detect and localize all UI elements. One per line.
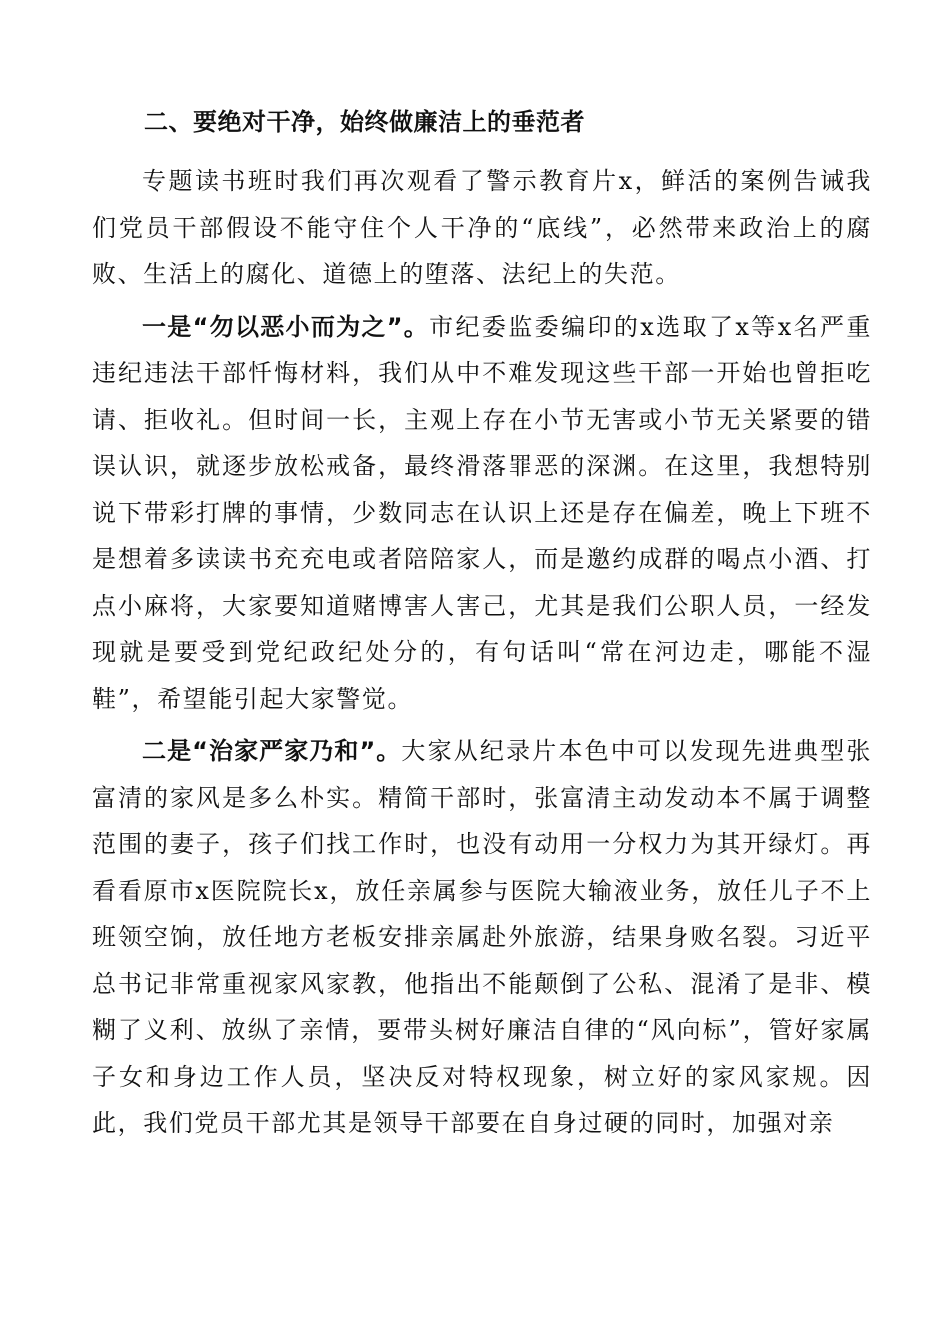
point-two-paragraph	[92, 728, 872, 1147]
point-one-lead: 一是“勿以恶小而为之”。	[142, 312, 430, 341]
point-two-text: 大家从纪录片本色中可以发现先进典型张富清的家风是多么朴实。精简干部时，张富清主动发动本不属于调整范围的妻子，孩子们找工作时，也没有动用一分权力为其开绿灯。再看看原市x医院院长x，放任亲属参与医院大输液业务，放任儿子不上班领空饷，放任地方老板安排亲属赴外旅游，结果身败名裂。习近平总书记非常重视家风家教，他指出不能颠倒了公私、混淆了是非、模糊了义利、放纵了亲情，要带头树好廉洁自律的“风向标”，管好家属子女和身边工作人员，坚决反对特权现象，树立好的家风家规。因此，我们党员干部尤其是领导干部要在自身过硬的同时，加强对亲	[92, 737, 872, 1137]
intro-paragraph: 专题读书班时我们再次观看了警示教育片x，鲜活的案例告诫我们党员干部假设不能守住个人干净的“底线”，必然带来政治上的腐败、生活上的腐化、道德上的堕落、法纪上的失范。	[92, 167, 872, 288]
point-two-lead: 二是“治家严家乃和”。	[142, 737, 402, 765]
section-heading: 二、要绝对干净，始终做廉洁上的垂范者	[144, 108, 585, 136]
document-body	[92, 100, 872, 1153]
point-one-text: 市纪委监委编印的x选取了x等x名严重违纪违法干部忏悔材料，我们从中不难发现这些干部一开始也曾拒吃请、拒收礼。但时间一长，主观上存在小节无害或小节无关紧要的错误认识，就逐步放松戒备，最终滑落罪恶的深渊。在这里，我想特别说下带彩打牌的事情，少数同志在认识上还是存在偏差，晚上下班不是想着多读读书充充电或者陪陪家人，而是邀约成群的喝点小酒、打点小麻将，大家要知道赌博害人害己，尤其是我们公职人员，一经发现就是要受到党纪政纪处分的，有句话叫“常在河边走，哪能不湿鞋”，希望能引起大家警觉。	[92, 312, 873, 713]
point-one-paragraph	[92, 304, 872, 723]
